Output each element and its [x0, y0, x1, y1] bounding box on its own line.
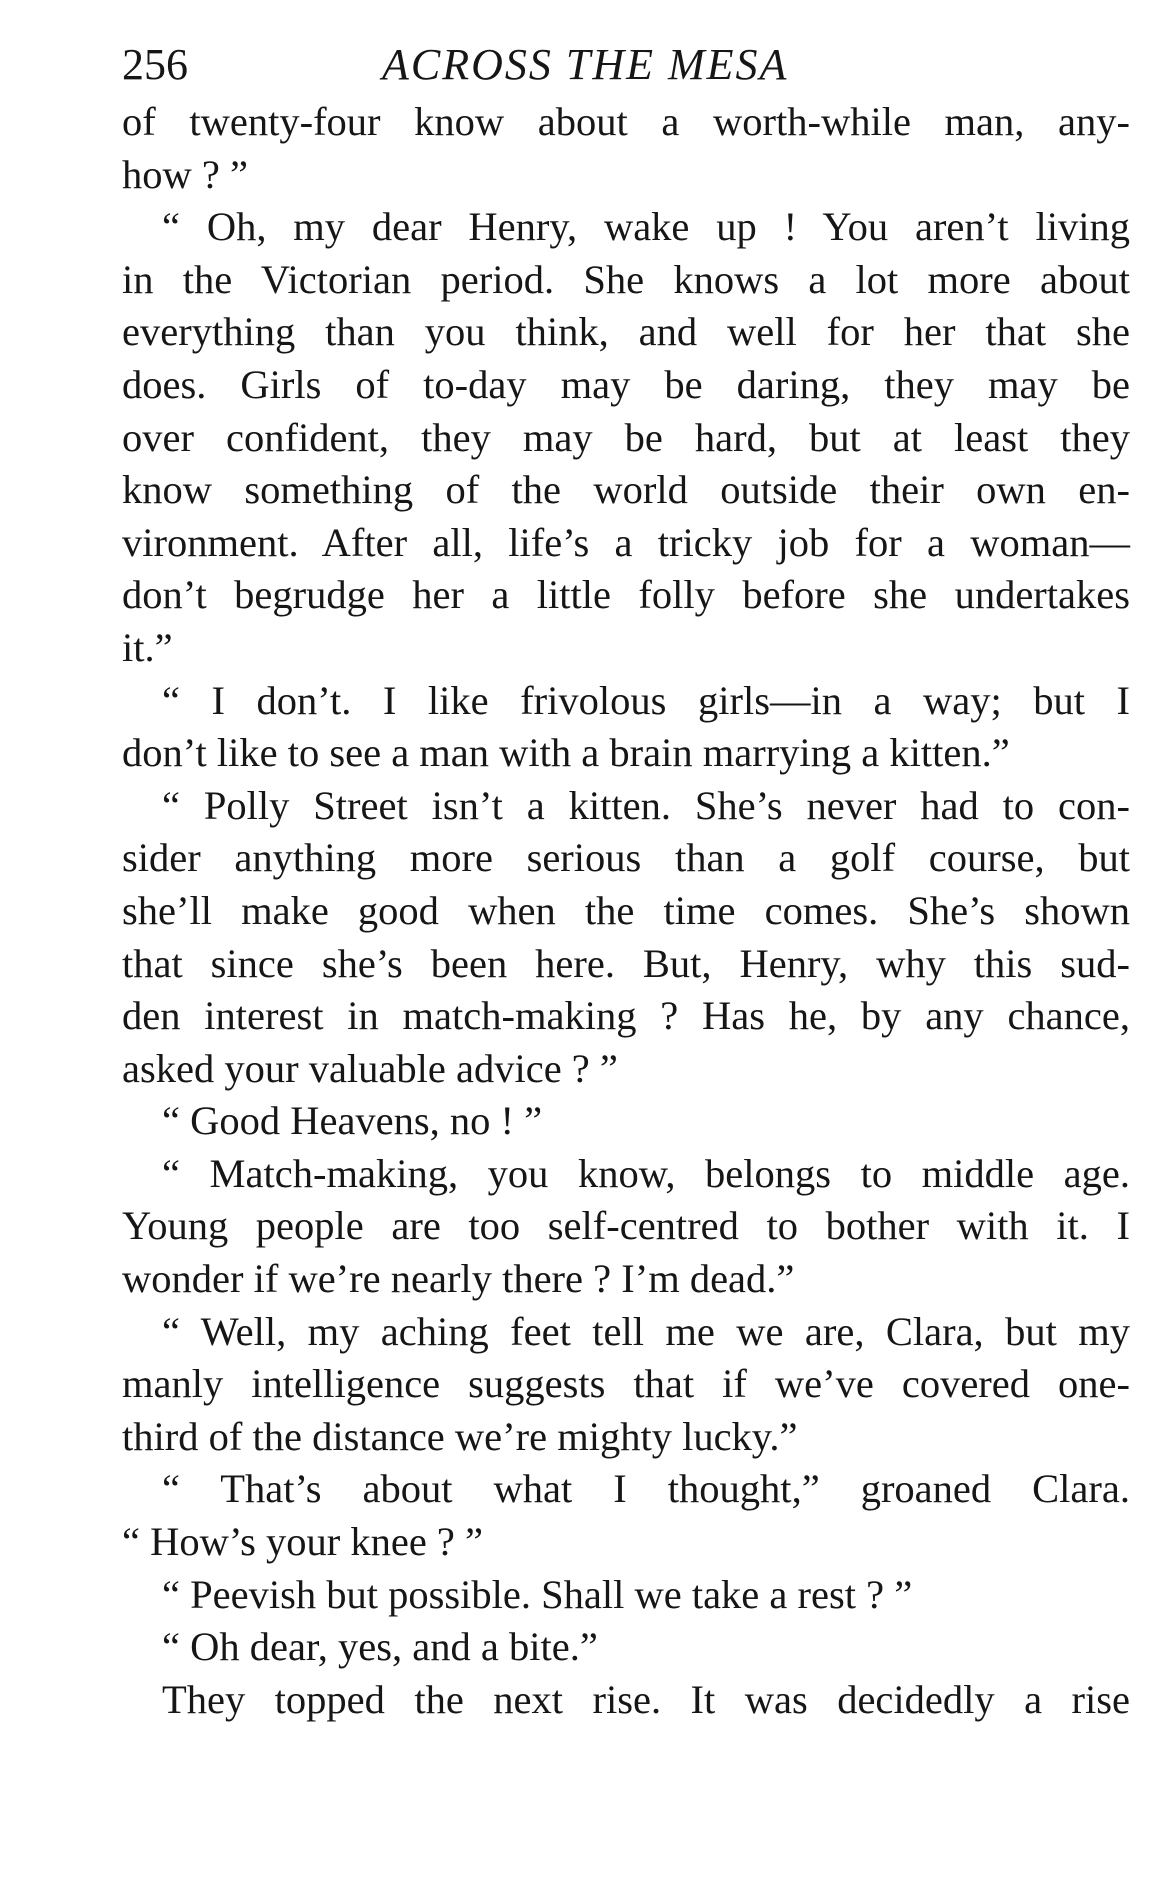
- text-line: in the Victorian period. She knows a lot more about: [122, 256, 1130, 302]
- text-line: that since she’s been here. But, Henry, why this sud-: [122, 940, 1130, 986]
- text-line: They topped the next rise. It was decidedly a rise: [162, 1676, 1130, 1722]
- text-line: everything than you think, and well for her that she: [122, 309, 1130, 355]
- text-line: vironment. After all, life’s a tricky job for a woman—: [122, 519, 1130, 565]
- page-number: 256: [122, 40, 188, 89]
- text-line: “ How’s your knee ? ”: [122, 1519, 483, 1565]
- text-line: “ Peevish but possible. Shall we take a rest ? ”: [162, 1571, 913, 1617]
- text-line: “ Oh dear, yes, and a bite.”: [162, 1624, 598, 1670]
- text-line: “ Polly Street isn’t a kitten. She’s never had to con-: [162, 782, 1130, 828]
- text-line: “ Well, my aching feet tell me we are, Clara, but my: [162, 1308, 1130, 1354]
- book-page: [122, 34, 1130, 1726]
- text-line: third of the distance we’re mighty lucky.”: [122, 1413, 798, 1459]
- text-line: don’t like to see a man with a brain marrying a kitten.”: [122, 730, 1010, 776]
- text-line: how ? ”: [122, 151, 248, 197]
- running-title: ACROSS THE MESA: [382, 40, 789, 89]
- page-header: [122, 34, 1130, 96]
- body-text: [122, 96, 1130, 1726]
- text-line: asked your valuable advice ? ”: [122, 1045, 618, 1091]
- text-line: over confident, they may be hard, but at least they: [122, 414, 1130, 460]
- text-line: she’ll make good when the time comes. She’s shown: [122, 887, 1130, 933]
- text-line: sider anything more serious than a golf course, but: [122, 835, 1130, 881]
- text-line: does. Girls of to-day may be daring, they may be: [122, 361, 1130, 407]
- text-line: Young people are too self-centred to bother with it. I: [122, 1203, 1130, 1249]
- text-line: know something of the world outside their own en-: [122, 467, 1130, 513]
- text-line: “ Match-making, you know, belongs to middle age.: [162, 1150, 1130, 1196]
- text-line: “ Oh, my dear Henry, wake up ! You aren’t living: [162, 204, 1130, 250]
- text-line: it.”: [122, 624, 173, 670]
- text-line: wonder if we’re nearly there ? I’m dead.”: [122, 1256, 795, 1302]
- text-line: “ I don’t. I like frivolous girls—in a way; but I: [162, 677, 1130, 723]
- text-line: den interest in match-making ? Has he, by any chance,: [122, 993, 1130, 1039]
- text-line: “ That’s about what I thought,” groaned Clara.: [162, 1466, 1130, 1512]
- text-line: manly intelligence suggests that if we’ve covered one-: [122, 1361, 1130, 1407]
- text-line: “ Good Heavens, no ! ”: [162, 1098, 543, 1144]
- text-line: of twenty-four know about a worth-while man, any-: [122, 99, 1130, 144]
- text-line: don’t begrudge her a little folly before she undertakes: [122, 572, 1130, 618]
